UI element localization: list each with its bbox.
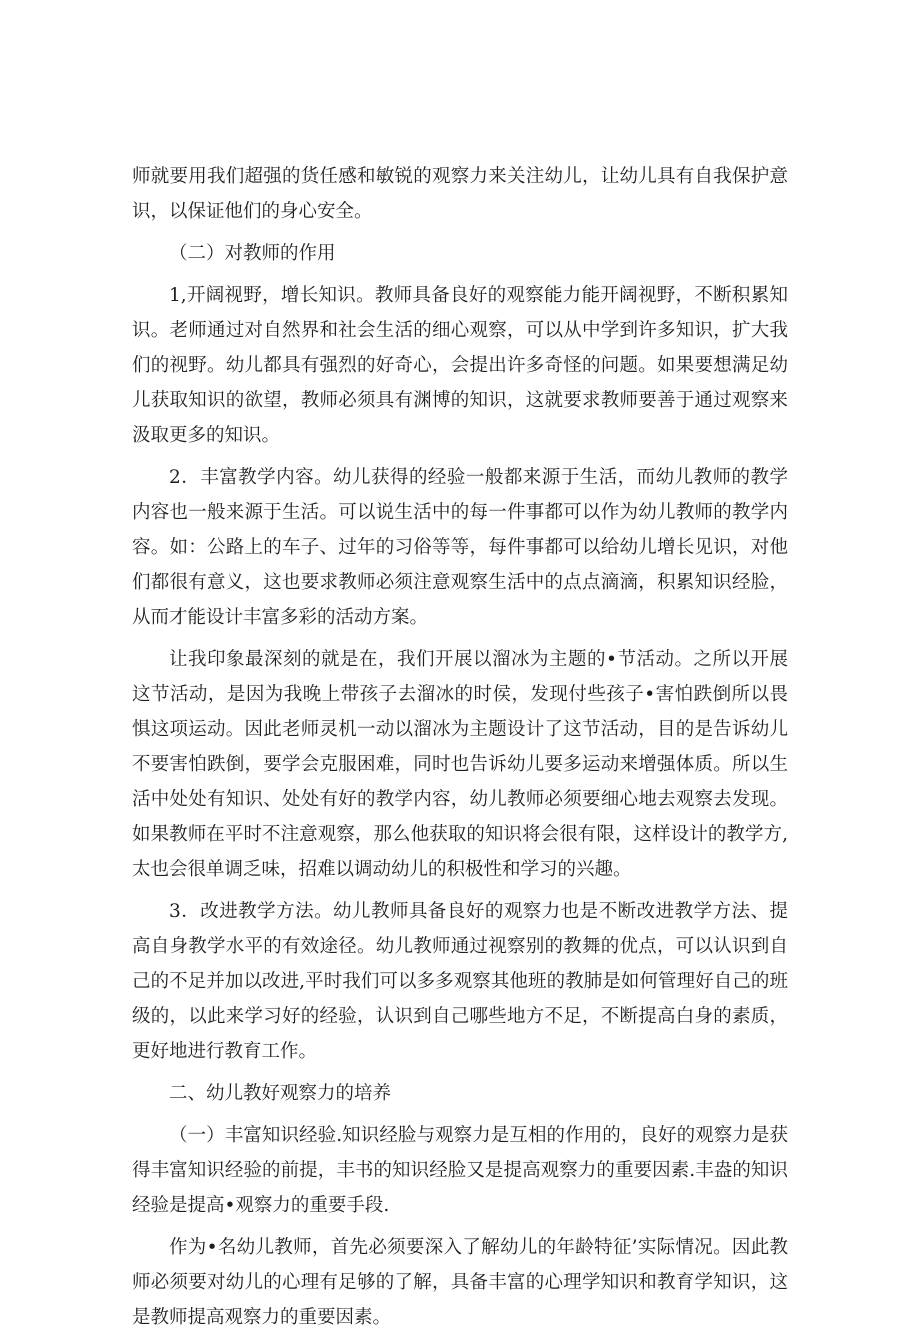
paragraph-enrich-content: 2．丰富教学内容。幼儿获得的经验一般都来源于生活，而幼儿教师的教学内容也一般来源于生活。可以说生活中的每一件事都可以作为幼儿教师的教学内容。如：公路上的车子、过年的习俗等等，每件事都可以给幼儿增长见识，对他们都很有意义，这也要求教师必须注意观察生活中的点点滴滴，积累知识经脸，从而才能设计丰富多彩的活动方案。 bbox=[132, 467, 788, 628]
section-heading-teacher-role: （二）对教师的作用 bbox=[169, 243, 336, 264]
paragraph-improve-method: 3．改进教学方法。幼儿教师具备良好的观察力也是不断改进教学方法、提高自身教学水平的有效途径。幼儿教师通过视察别的教舞的优点，可以认识到自己的不足并加以改进,平时我们可以多多观察其他班的教肺是如何管理好自己的班级的，以此来学习好的经验，认识到自己哪些地方不足，不断提高白身的素质，更好地进行教育工作。 bbox=[132, 901, 788, 1062]
section-heading-cultivation: 二、幼儿教好观察力的培养 bbox=[169, 1083, 392, 1104]
paragraph-understand-children: 作为•名幼儿教师，首先必须要深入了解幼儿的年龄特征’实际情况。因此教师必须要对幼儿的心理有足够的了解，具备丰富的心理学知识和教育学知识，这是教师提高观察力的重要因素。 bbox=[132, 1237, 788, 1328]
paragraph-broaden-vision: 1,开阔视野，增长知识。教师具备良好的观察能力能开阔视野，不断积累知识。老师通过对自然界和社会生活的细心观察，可以从中学到许多知识，扩大我们的视野。幼儿都具有强烈的好奇心，会提出许多奇怪的问题。如果要想满足幼儿获取知识的欲望，教师必须具有渊博的知识，这就要求教师要善于通过观察来汲取更多的知识。 bbox=[132, 285, 788, 446]
paragraph-skating-example: 让我印象最深刻的就是在，我们开展以溜冰为主题的•节活动。之所以开展这节活动，是因为我晚上带孩子去溜冰的时侯，发现付些孩子•害怕跌倒所以畏惧这项运动。因此老师灵机一动以溜冰为主题设计了这节活动，目的是告诉幼儿不要害怕跌倒，要学会克服困难，同时也告诉幼儿要多运动来增强体质。所以生活中处处有知识、处处有好的教学内容，幼儿教师必须要细心地去观察去发现。如果教师在平时不注意观察，那么他获取的知识将会很有限，这样设计的教学方,太也会很单调乏味，招难以调动幼儿的积极性和学习的兴趣。 bbox=[132, 649, 788, 880]
paragraph-enrich-knowledge: （一）丰富知识经验.知识经脸与观察力是互相的作用的，良好的观察力是获得丰富知识经验的前提，丰书的知识经脸又是提高观察力的重要因素.丰盎的知识经验是提高•观察力的重要手段. bbox=[132, 1125, 788, 1216]
paragraph-continued: 师就要用我们超强的货任感和敏锐的观察力来关注幼儿，让幼儿具有自我保护意识，以保证他们的身心安全。 bbox=[132, 166, 788, 222]
